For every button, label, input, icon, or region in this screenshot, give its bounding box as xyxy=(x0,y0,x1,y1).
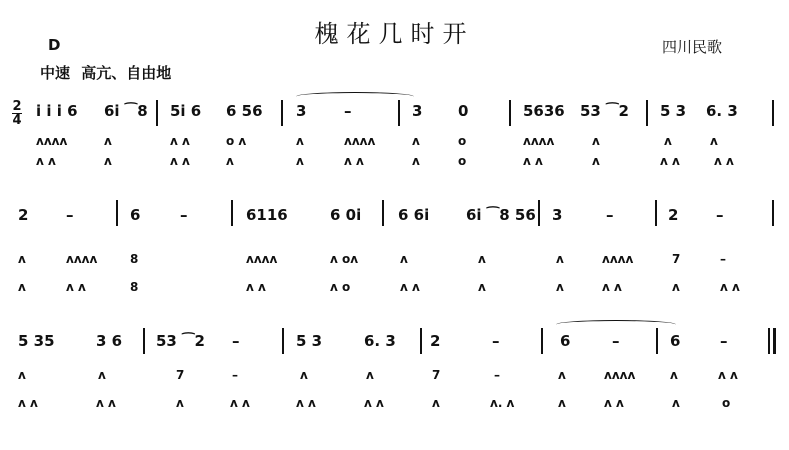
accompaniment-mark: o ʌ xyxy=(226,134,247,148)
barline xyxy=(655,200,657,226)
melody-note: – xyxy=(720,332,728,350)
accompaniment-mark: ʌ xyxy=(592,154,600,168)
melody-note: 6i ⁀8 xyxy=(104,102,148,120)
system-3 xyxy=(0,328,789,418)
barline xyxy=(768,328,770,354)
accompaniment-mark: ʌ xyxy=(104,154,112,168)
melody-note: – xyxy=(232,332,240,350)
accompaniment-mark: ʌ ʌ xyxy=(602,280,622,294)
barline xyxy=(420,328,422,354)
accompaniment-mark: ʌ ʌ xyxy=(170,154,190,168)
melody-note: 53 ⁀2 xyxy=(580,102,629,120)
accompaniment-mark: ʌ xyxy=(18,368,26,382)
final-barline xyxy=(773,328,776,354)
barline xyxy=(116,200,118,226)
accompaniment-mark: 7 xyxy=(176,368,185,382)
accompaniment-mark: ʌ xyxy=(18,252,26,266)
accompaniment-mark: ʌ xyxy=(226,154,234,168)
barline xyxy=(382,200,384,226)
melody-note: – xyxy=(606,206,614,224)
melody-note: 5636 xyxy=(523,102,565,120)
barline xyxy=(231,200,233,226)
barline xyxy=(772,200,774,226)
accompaniment-mark: ʌ ʌ xyxy=(720,280,740,294)
barline xyxy=(646,100,648,126)
accompaniment-mark: o xyxy=(458,154,467,168)
melody-note: 0 xyxy=(458,102,469,120)
melody-note: 6 xyxy=(670,332,681,350)
time-signature-numerator: 2 xyxy=(12,99,22,114)
accompaniment-mark: ʌ o xyxy=(330,280,351,294)
barline xyxy=(656,328,658,354)
melody-note: 2 xyxy=(18,206,29,224)
melody-note: 3 xyxy=(552,206,563,224)
barline xyxy=(143,328,145,354)
accompaniment-mark: ʌ xyxy=(558,368,566,382)
accompaniment-mark: ʌ ʌ xyxy=(246,280,266,294)
melody-note: 53 ⁀2 xyxy=(156,332,205,350)
accompaniment-mark: ʌ ʌ xyxy=(170,134,190,148)
accompaniment-mark: ʌ ʌ xyxy=(718,368,738,382)
accompaniment-mark: ʌ xyxy=(664,134,672,148)
accompaniment-mark: o xyxy=(722,396,731,410)
accompaniment-mark: ʌ oʌ xyxy=(330,252,359,266)
accompaniment-mark: ʌ xyxy=(412,154,420,168)
time-signature-denominator: 4 xyxy=(12,113,22,128)
accompaniment-mark: ʌ ʌ xyxy=(296,396,316,410)
melody-note: 6 xyxy=(130,206,141,224)
melody-note: 5 3 xyxy=(660,102,687,120)
accompaniment-mark: ʌ xyxy=(556,280,564,294)
melody-note: – xyxy=(66,206,74,224)
accompaniment-mark: 7 xyxy=(672,252,681,266)
accompaniment-mark: ʌ ʌ xyxy=(18,396,38,410)
melody-note: 6i ⁀8 56 xyxy=(466,206,536,224)
song-attribution: 四川民歌 xyxy=(662,38,723,56)
accompaniment-mark: ʌ xyxy=(670,368,678,382)
accompaniment-mark: ʌ ʌ xyxy=(660,154,680,168)
accompaniment-mark: ʌ xyxy=(104,134,112,148)
melody-note: 2 xyxy=(430,332,441,350)
melody-note: 6 0i xyxy=(330,206,362,224)
melody-note: – xyxy=(716,206,724,224)
accompaniment-mark: ʌ xyxy=(558,396,566,410)
accompaniment-mark: ʌʌʌʌ xyxy=(602,252,634,266)
accompaniment-mark: ʌ xyxy=(296,134,304,148)
key-signature: D xyxy=(48,36,61,54)
accompaniment-mark: ʌ xyxy=(478,252,486,266)
accompaniment-mark: ʌ. ʌ xyxy=(490,396,515,410)
accompaniment-mark: 8 xyxy=(130,280,139,294)
melody-note: 6. 3 xyxy=(364,332,396,350)
accompaniment-mark: ʌ xyxy=(176,396,184,410)
accompaniment-mark: ʌ xyxy=(98,368,106,382)
song-title: 槐花几时开 xyxy=(314,20,475,48)
barline xyxy=(541,328,543,354)
accompaniment-mark: ʌ ʌ xyxy=(523,154,543,168)
accompaniment-mark: ʌʌʌʌ xyxy=(36,134,68,148)
accompaniment-mark: ʌ xyxy=(366,368,374,382)
melody-note: 5 35 xyxy=(18,332,55,350)
accompaniment-mark: ʌʌʌʌ xyxy=(66,252,98,266)
accompaniment-mark: ʌ xyxy=(710,134,718,148)
accompaniment-mark: ʌ xyxy=(300,368,308,382)
accompaniment-mark: ʌ xyxy=(412,134,420,148)
barline xyxy=(156,100,158,126)
barline xyxy=(509,100,511,126)
accompaniment-mark: – xyxy=(720,252,726,266)
accompaniment-mark: ʌ xyxy=(556,252,564,266)
accompaniment-mark: ʌ ʌ xyxy=(36,154,56,168)
accompaniment-mark: ʌ ʌ xyxy=(230,396,250,410)
tie-slur xyxy=(296,92,414,101)
melody-note: 6. 3 xyxy=(706,102,738,120)
accompaniment-mark: ʌʌʌʌ xyxy=(523,134,555,148)
melody-note: – xyxy=(180,206,188,224)
melody-note: 6 xyxy=(560,332,571,350)
accompaniment-mark: ʌ xyxy=(400,252,408,266)
accompaniment-mark: ʌʌʌʌ xyxy=(246,252,278,266)
melody-note: – xyxy=(492,332,500,350)
melody-note: 6 56 xyxy=(226,102,263,120)
accompaniment-mark: ʌ xyxy=(18,280,26,294)
melody-note: – xyxy=(612,332,620,350)
accompaniment-mark: 8 xyxy=(130,252,139,266)
accompaniment-mark: – xyxy=(232,368,238,382)
accompaniment-mark: ʌ xyxy=(672,396,680,410)
melody-note: i i i 6 xyxy=(36,102,78,120)
barline xyxy=(538,200,540,226)
barline xyxy=(282,328,284,354)
accompaniment-mark: ʌʌʌʌ xyxy=(344,134,376,148)
barline xyxy=(772,100,774,126)
system-2 xyxy=(0,200,789,294)
barline xyxy=(281,100,283,126)
accompaniment-mark: ʌ ʌ xyxy=(364,396,384,410)
tie-slur xyxy=(556,320,676,329)
accompaniment-mark: ʌ xyxy=(432,396,440,410)
accompaniment-mark: ʌ xyxy=(592,134,600,148)
melody-note: 6 6i xyxy=(398,206,430,224)
accompaniment-mark: ʌ ʌ xyxy=(66,280,86,294)
accompaniment-mark: ʌ ʌ xyxy=(344,154,364,168)
accompaniment-mark: ʌ xyxy=(478,280,486,294)
melody-note: 3 xyxy=(296,102,307,120)
melody-note: 2 xyxy=(668,206,679,224)
system-1 xyxy=(0,100,789,170)
accompaniment-mark: ʌ ʌ xyxy=(96,396,116,410)
accompaniment-mark: 7 xyxy=(432,368,441,382)
melody-note: 5i 6 xyxy=(170,102,202,120)
accompaniment-mark: ʌ xyxy=(296,154,304,168)
melody-note: – xyxy=(344,102,352,120)
accompaniment-mark: ʌʌʌʌ xyxy=(604,368,636,382)
melody-note: 6116 xyxy=(246,206,288,224)
melody-note: 5 3 xyxy=(296,332,323,350)
accompaniment-mark: ʌ ʌ xyxy=(714,154,734,168)
accompaniment-mark: o xyxy=(458,134,467,148)
accompaniment-mark: ʌ ʌ xyxy=(400,280,420,294)
melody-note: 3 6 xyxy=(96,332,123,350)
accompaniment-mark: ʌ xyxy=(672,280,680,294)
barline xyxy=(398,100,400,126)
accompaniment-mark: ʌ ʌ xyxy=(604,396,624,410)
tempo-marking: 中速 高亢、自由地 xyxy=(40,64,172,82)
melody-note: 3 xyxy=(412,102,423,120)
accompaniment-mark: – xyxy=(494,368,500,382)
